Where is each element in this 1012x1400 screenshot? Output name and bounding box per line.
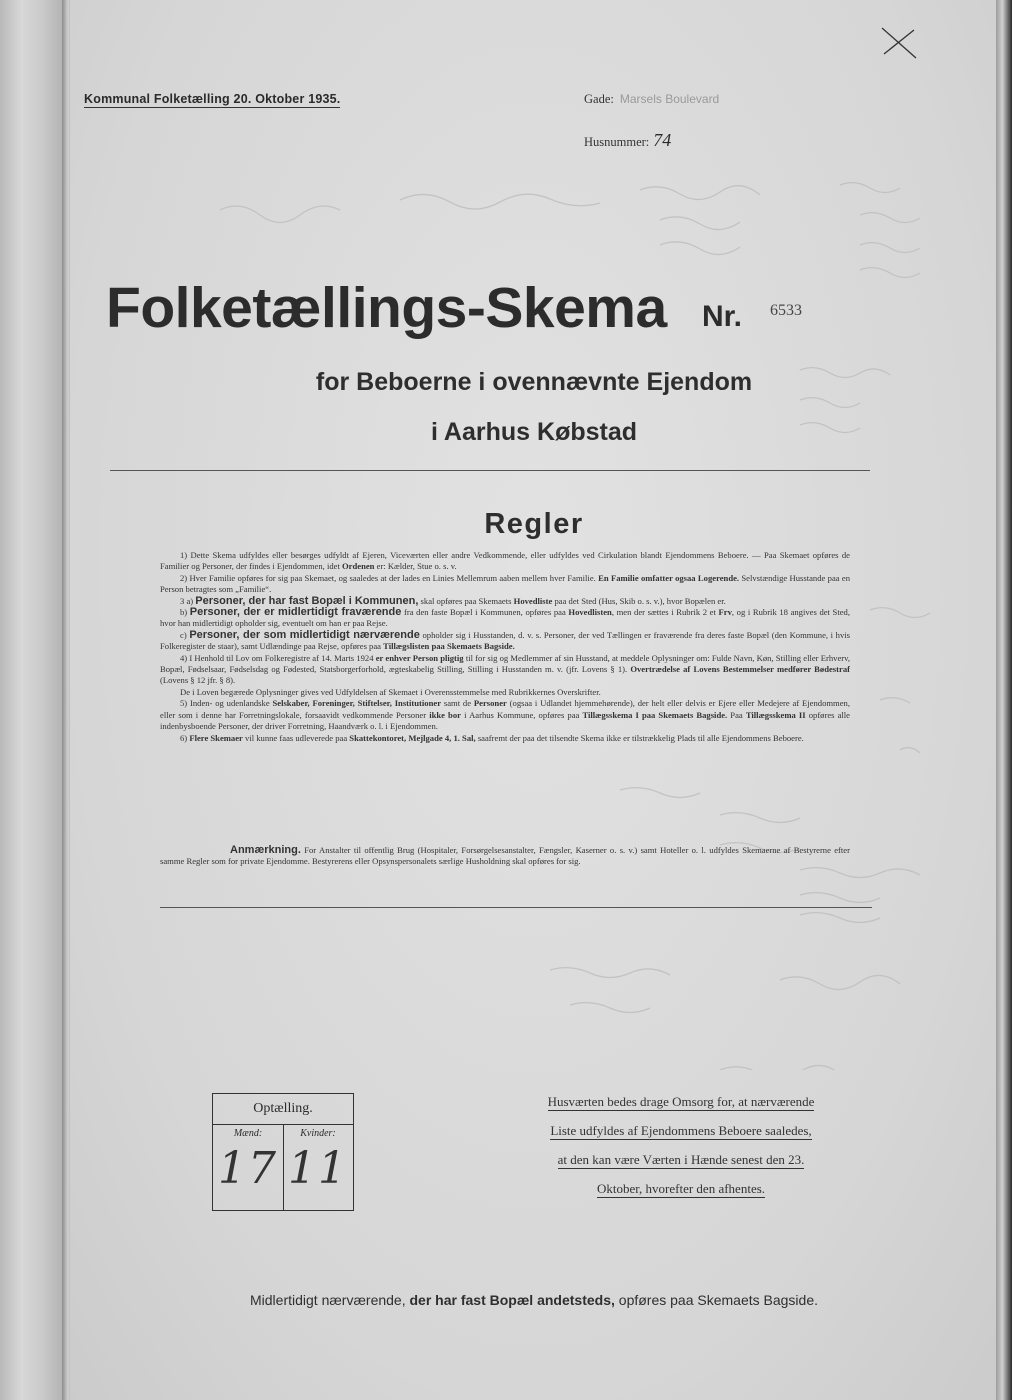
subtitle-residents: for Beboerne i ovennævnte Ejendom xyxy=(315,368,753,396)
form-number-value: 6533 xyxy=(770,302,802,319)
cross-mark-icon xyxy=(822,24,922,64)
rule-5: 5) Inden- og udenlandske Selskaber, Foreninger, Stiftelser, Institutioner samt de Personer (ogsaa i Udlandet hjemmehørende), der helt eller delvis er Ejere eller Medejere af Ejendommen, eller som i denne har Forretningslokale, forsaavidt vedkommende Personer ikke bor i Aarhus Kommune, opføres paa Tillægsskema I paa Skemaets Bagside. Paa Tillægsskema II opføres alle indenbysboende Personer, der driver Forretning, Haandværk o. l. i Ejendommen. xyxy=(160,698,851,732)
divider-bottom xyxy=(160,907,872,908)
rules-text xyxy=(160,550,850,744)
men-label: Mænd: xyxy=(233,1128,263,1139)
rule-4: 4) I Henhold til Lov om Folkeregistre af 14. Marts 1924 er enhver Person pligtig til for sig og Medlemmer af sin Husstand, at meddele Oplysninger om: Fulde Navn, Køn, Stilling eller Erhverv, Bopæl, Fødselsaar, Fødselsdag og Fødested, Statsborgerforhold, ægteskabelig Stilling, Stilling i Husstanden m. v. (jfr. Lovens § 1). Overtrædelse af Lovens Bestemmelser medfører Bødestraf (Lovens § 12 jfr. § 8). xyxy=(160,652,851,686)
count-heading: Optælling. xyxy=(213,1094,353,1125)
page-right-edge xyxy=(996,0,1012,1400)
women-column xyxy=(283,1124,353,1210)
rule-3a: 3 a) Personer, der har fast Bopæl i Kommunen, skal opføres paa Skemaets Hovedliste paa det Sted (Hus, Skib o. s. v.), hvor Bopælen er. xyxy=(180,594,726,607)
footer-note: Midlertidigt nærværende, der har fast Bopæl andetsteds, opføres paa Skemaets Bagside. xyxy=(249,1292,819,1308)
men-column xyxy=(213,1124,284,1210)
women-count: 11 xyxy=(288,1143,348,1194)
house-number-value: 74 xyxy=(653,130,672,150)
rules-heading: Regler xyxy=(484,508,584,540)
subtitle-city: i Aarhus Købstad xyxy=(430,418,638,446)
men-count: 17 xyxy=(218,1143,278,1194)
remark-label: Anmærkning. xyxy=(230,844,301,856)
rule-3b: b) Personer, der er midlertidigt fraværende fra den faste Bopæl i Kommunen, opføres paa Hovedlisten, men der sættes i Rubrik 2 et Frv, og i Rubrik 18 angives det Sted, hvor han midlertidigt opholder sig, eventuelt om han er paa Rejse. xyxy=(160,606,850,629)
rule-2: 2) Hver Familie opføres for sig paa Skemaet, og saaledes at der lades en Linies Mellemrum aaben mellem hver Familie. En Familie omfatter ogsaa Logerende. Selvstændige Husstande paa en Person betragtes som „Familie“. xyxy=(160,572,851,595)
remark-text: Anmærkning. For Anstalter til offentlig Brug (Hospitaler, Forsørgelsesanstalter, Fængsler, Kaserner o. s. v.) samt Hoteller o. l. udfyldes Skemaerne af Bestyrerne efter samme Regler som for private Ejendomme. Bestyrerens eller Opsynspersonalets særlige Husholdning skal opføres for sig. xyxy=(160,844,850,867)
count-box xyxy=(212,1093,354,1211)
divider-top xyxy=(110,470,870,471)
rule-6: 6) Flere Skemaer vil kunne faas udleverede paa Skattekontoret, Mejlgade 4, 1. Sal, saafremt der paa det tilsendte Skema ikke er tilstrækkelig Plads til alle Ejendommens Beboere. xyxy=(180,732,804,743)
rule-1: 1) Dette Skema udfyldes eller besørges udfyldt af Ejeren, Viceværten eller andre Vedkommende, eller udfyldes ved Cirkulation blandt Ejendommens Beboere. — Paa Skemaet opføres de Familier og Personer, der findes i Ejendommen, idet Ordenen er: Kælder, Stue o. s. v. xyxy=(160,550,850,572)
census-header: Kommunal Folketælling 20. Oktober 1935. xyxy=(84,92,341,106)
form-number-label: Nr. xyxy=(702,300,743,333)
women-label: Kvinder: xyxy=(300,1128,336,1139)
street-value: Marsels Boulevard xyxy=(619,92,720,106)
form-title: Folketællings-Skema xyxy=(106,276,667,340)
house-number-field: Husnummer: 74 xyxy=(584,130,672,150)
rule-4b: De i Loven begærede Oplysninger gives ved Udfyldelsen af Skemaet i Overensstemmelse med Rubrikkernes Overskrifter. xyxy=(180,686,601,697)
street-field: Gade: Marsels Boulevard xyxy=(584,92,720,106)
landlord-notice: Husværten bedes drage Omsorg for, at nærværende Liste udfyldes af Ejendommens Beboere saaledes, at den kan være Værten i Hænde senest den 23. Oktober, hvorefter den afhentes. xyxy=(547,1094,815,1196)
rule-3c: c) Personer, der som midlertidigt nærværende opholder sig i Husstanden, d. v. s. Personer, der ved Tællingen er fraværende fra deres faste Bopæl (den Kommune, i hvis Folkeregister de staar), samt Udlændinge paa Rejse, opføres paa Tillægslisten paa Skemaets Bagside. xyxy=(160,628,850,652)
